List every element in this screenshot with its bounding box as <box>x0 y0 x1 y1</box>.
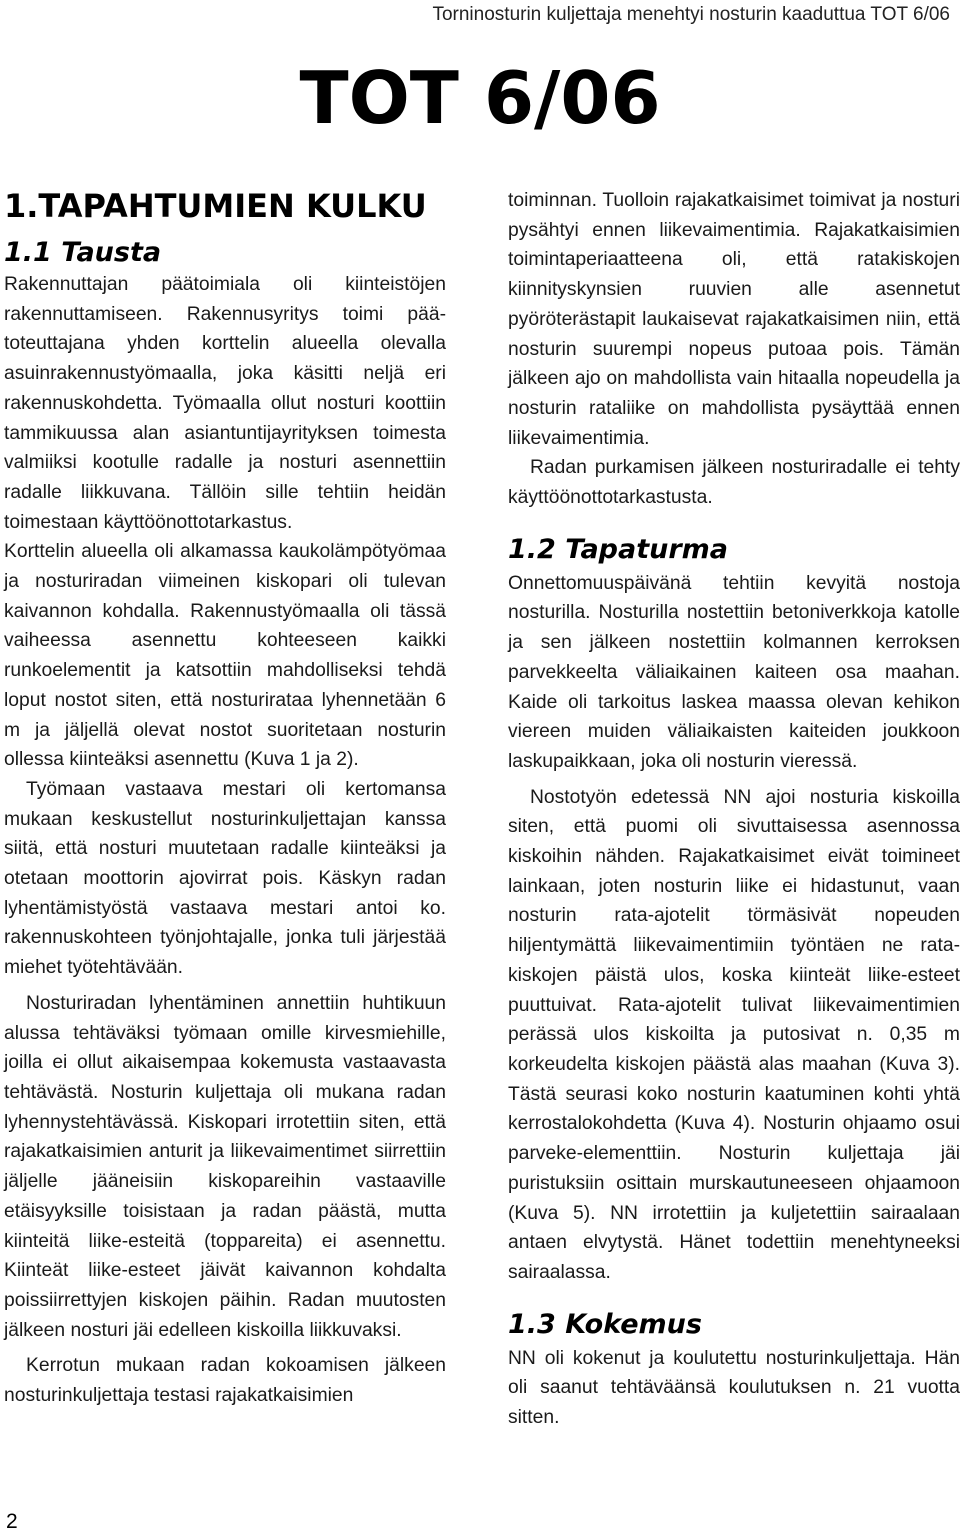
subsection-heading-tapaturma: 1.2 Tapaturma <box>508 533 729 565</box>
page-number: 2 <box>6 1510 18 1533</box>
paragraph: Rakennuttajan päätoimiala oli kiinteistöjen rakennuttamiseen. Rakennusyritys toimi päätoteuttajana yhden korttelin alueella olevalla asuinrakennustyömaalla, joka käsitti neljä eri rakennuskohdetta. Työmaalla ollut nosturi koottiin tammikuussa alan asiantuntijayrityksen toimesta valmiiksi kootulle radalle ja nosturi asennettiin radalle liikkuvana. Tällöin sille tehtiin heidän toimestaan käyttöönottotarkastus. <box>4 274 446 533</box>
paragraph: Nosturiradan lyhentäminen annettiin huhtikuun alussa tehtäväksi työmaan omille kirvesmiehille, joilla ei ollut aikaisempaa kokemusta vastaavasta tehtävästä. Nosturin kuljettaja oli mukana radan lyhennystehtävässä. Kiskopari irrotettiin siten, että rajakatkaisimien anturit ja liikevaimentimet siirrettiin jäljelle jääneisiin kiskopareihin vastaaville etäisyyksille toisistaan ja radan päästä, mutta kiinteitä liike-esteitä (toppareita) ei asennettu. Kiinteät liike-esteet jäivät kaivannon kohdalta poissiirrettyjen kiskojen päihin. Radan muutosten jälkeen nosturi jäi edelleen kiskoilla liikkuvaksi. <box>4 992 446 1341</box>
paragraph: Työmaan vastaava mestari oli kertomansa mukaan keskustellut nosturinkuljettajan kanssa siitä, että nosturi muutetaan radalle kiinteäksi ja otetaan moottorin ajovirrat pois. Käskyn radan lyhentämistyöstä vastaava mestari antoi ko. rakennuskohteen työnjohtajalle, jonka tuli järjestää miehet työtehtävään. <box>4 778 446 979</box>
running-header: Torninosturin kuljettaja menehtyi nosturin kaaduttua TOT 6/06 <box>432 4 950 25</box>
paragraph: Onnettomuuspäivänä tehtiin kevyitä nostoja nosturilla. Nosturilla nostettiin betoniverkkoja katolle ja sen jälkeen nostettiin kolmannen kerroksen parvekkeelta väliaikainen kaiteen osa maahan. Kaide oli tarkoitus laskea maassa olevan kehikon viereen muiden väliaikaisten kaiteiden joukkoon laskupaikkaan, joka oli nosturin vieressä. <box>508 572 960 772</box>
paragraph: Kerrotun mukaan radan kokoamisen jälkeen nosturinkuljettaja testasi rajakatkaisimien <box>4 1355 446 1407</box>
document-title: TOT 6/06 <box>299 56 661 140</box>
paragraph: Nostotyön edetessä NN ajoi nosturia kiskoilla siten, että puomi oli sivuttaisessa asennossa kiskoihin nähden. Rajakatkaisimet eivät toimineet lainkaan, joten nosturin liike ei hidastunut, vaan nosturin rata-ajotelit törmäsivät nopeuden hiljentymättä liikevaimentimiin työntäen ne ratakiskojen päistä ulos, koska kiinteät liike-esteet puuttuivat. Rata-ajotelit tulivat liikevaimentimien perässä ulos kiskoilta ja putosivat n. 0,35 m korkeudelta kiskojen päästä alas maahan (Kuva 3). Tästä seurasi koko nosturin kaatuminen kohti yhtä kerrostalokohdetta (Kuva 4). Nosturin ohjaamo osui parveke-elementtiin. Nosturin kuljettaja jäi puristuksiin osittain murskautuneeseen ohjaamoon (Kuva 5). NN irrotettiin ja kuljetettiin sairaalaan antaen elvytystä. Hänet todettiin menehtyneeksi sairaalassa. <box>508 786 960 1283</box>
paragraph: Korttelin alueella oli alkamassa kaukolämpötyömaa ja nosturiradan viimeinen kiskopari oli tulevan kaivannon kohdalla. Rakennustyömaalla oli tässä vaiheessa asennettu kohteeseen kaikki runkoelementit ja katsottiin mahdolliseksi tehdä loput nostot siten, että nosturirataa lyhennetään 6 m ja jäljellä olevat nostot suoritetaan nosturin ollessa kiinteäksi asennettu (Kuva 1 ja 2). <box>4 541 446 771</box>
paragraph: Radan purkamisen jälkeen nosturiradalle ei tehty käyttöönottotarkastusta. <box>508 457 960 509</box>
subsection-heading-tausta: 1.1 Tausta <box>4 237 162 268</box>
paragraph: NN oli kokenut ja koulutettu nosturinkuljettaja. Hän oli saanut tehtäväänsä koulutuksen n. 21 vuotta sitten. <box>508 1347 960 1429</box>
subsection-heading-kokemus: 1.3 Kokemus <box>508 1308 702 1340</box>
right-column <box>508 186 960 1433</box>
left-column <box>4 186 446 1411</box>
paragraph: toiminnan. Tuolloin rajakatkaisimet toimivat ja nosturi pysähtyi ennen liikevaimentimia. Rajakatkaisimien toimintaperiaatteena oli, että ratakiskojen kiinnityskynsien ruuvien alle asennetut pyöröterästapit laukaisevat rajakatkaisimen niin, että nosturin suurempi nopeus putoaa pois. Tämän jälkeen ajo on mahdollista vain hitaalla nopeudella ja nosturin rataliike on mahdollista pysäyttää ennen liikevaimentimia. <box>508 190 960 449</box>
section-heading: 1.TAPAHTUMIEN KULKU <box>4 187 427 225</box>
